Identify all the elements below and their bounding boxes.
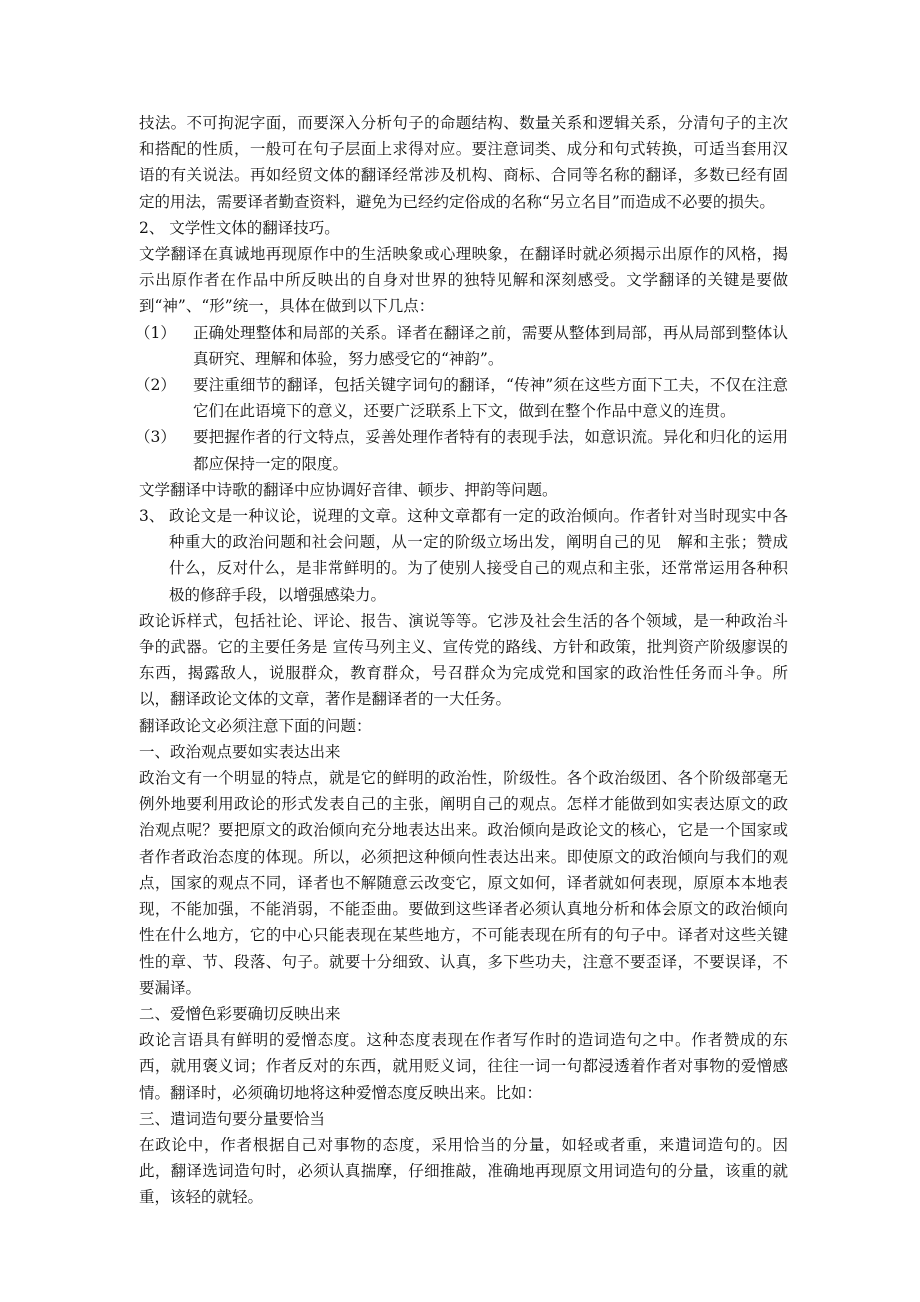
section-heading-2: 二、爱憎色彩要确切反映出来 — [139, 1004, 341, 1023]
section-heading-1: 一、政治观点要如实表达出来 — [139, 742, 341, 761]
list-item — [135, 372, 788, 424]
paragraph-section-3: 在政论中，作者根据自己对事物的态度，采用恰当的分量，如轻或者重，来遣词造句的。因此，翻译选词造句时，必须认真揣摩，仔细推敲，准确地再现原文用词造句的分量，该重的就重，该轻的就轻。 — [139, 1135, 788, 1207]
paragraph-section-1: 政治文有一个明显的特点，就是它的鲜明的政治性，阶级性。各个政治级团、各个阶级部毫无例外地要利用政论的形式发表自己的主张，阐明自己的观点。怎样才能做到如实表达原文的政治观点呢？要把原文的政治倾向充分地表达出来。政治倾向是政论文的核心，它是一个国家或者作者政治态度的体现。所以，必须把这种倾向性表达出来。即使原文的政治倾向与我们的观点，国家的观点不同，译者也不解随意云改变它，原文如何，译者就如何表现，原原本本地表现，不能加强，不能消弱，不能歪曲。要做到这些译者必须认真地分析和体会原文的政治倾向性在什么地方，它的中心只能表现在某些地方，不可能表现在所有的句子中。译者对这些关键性的章、节、段落、句子。就要十分细致、认真，多下些功夫，注意不要歪译，不要误译，不要漏译。 — [139, 769, 788, 997]
paragraph-intro: 技法。不可拘泥字面，而要深入分析句子的命题结构、数量关系和逻辑关系，分清句子的主次和搭配的性质，一般可在句子层面上求得对应。要注意词类、成分和句式转换，可适当套用汉语的有关说法。再如经贸文体的翻译经常涉及机构、商标、合同等名称的翻译，多数已经有固定的用法，需要译者勤查资料，避免为已经约定俗成的名称“另立名目”而造成不必要的损失。 — [139, 114, 788, 211]
section-heading-3: 三、遣词造句要分量要恰当 — [139, 1109, 326, 1128]
list-item-political — [139, 503, 788, 608]
list-item — [135, 320, 788, 372]
paragraph-section-2: 政论言语具有鲜明的爱憎态度。这种态度表现在作者写作时的造词造句之中。作者赞成的东西，就用褒义词；作者反对的东西，就用贬义词，往往一词一句都浸透着作者对事物的爱憎感情。翻译时，必须确切地将这种爱憎态度反映出来。比如： — [139, 1031, 788, 1102]
list-item — [135, 424, 788, 476]
list-number: 3、 — [139, 507, 165, 526]
heading-literary-translation: 2、 文学性文体的翻译技巧。 — [139, 218, 340, 237]
list-number: （1） — [135, 323, 176, 342]
list-number: （2） — [135, 376, 176, 395]
paragraph-poetry: 文学翻译中诗歌的翻译中应协调好音律、顿步、押韵等问题。 — [139, 480, 558, 499]
list-text: 正确处理整体和局部的关系。译者在翻译之前，需要从整体到局部，再从局部到整体认真研究、理解和体验，努力感受它的“神韵”。 — [193, 323, 788, 368]
list-number: （3） — [135, 428, 176, 447]
list-text: 要注重细节的翻译，包括关键字词句的翻译，“传神”须在这些方面下工夫，不仅在注意它们在此语境下的意义，还要广泛联系上下文，做到在整个作品中意义的连贯。 — [193, 376, 788, 421]
paragraph-literary: 文学翻译在真诚地再现原作中的生活映象或心理映象，在翻译时就必须揭示出原作的风格，揭示出原作者在作品中所反映出的自身对世界的独特见解和深刻感受。文学翻译的关键是要做到“神”、“形”统一，具体在做到以下几点： — [139, 245, 788, 316]
paragraph-political-issues: 翻译政论文必须注意下面的问题： — [139, 716, 372, 735]
list-text: 政论文是一种议论，说理的文章。这种文章都有一定的政治倾向。作者针对当时现实中各种重大的政治问题和社会问题，从一定的阶级立场出发，阐明自己的见 解和主张；赞成什么，反对什么，是非常鲜明的。为了使别人接受自己的观点和主张，还常常运用各种积极的修辞手段，以增强感染力。 — [169, 507, 788, 604]
list-text: 要把握作者的行文特点，妥善处理作者特有的表现手法，如意识流。异化和归化的运用都应保持一定的限度。 — [193, 428, 788, 473]
paragraph-political-styles: 政论诉样式，包括社论、评论、报告、演说等等。它涉及社会生活的各个领域，是一种政治斗争的武器。它的主要任务是 宣传马列主义、宣传党的路线、方针和政策，批判资产阶级廖误的东西，揭露敌人，说服群众，教育群众，号召群众为完成党和国家的政治性任务而斗争。所以，翻译政论文体的文章，著作是翻译者的一大任务。 — [139, 611, 788, 709]
